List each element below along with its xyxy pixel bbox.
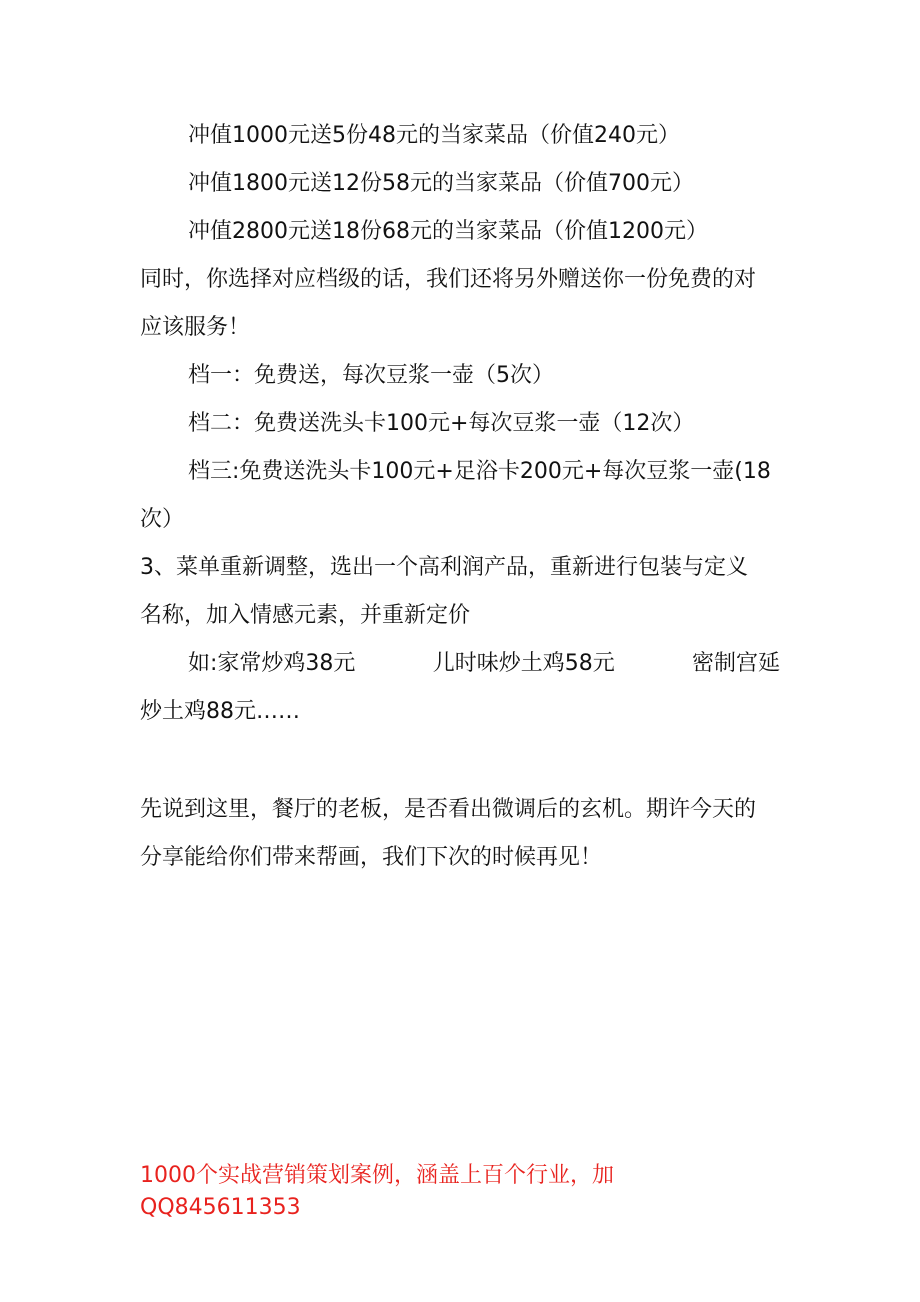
offer-line-1: 冲值1000元送5份48元的当家菜品（价值240元） <box>188 123 680 148</box>
tier-line-3-continuation: 次） <box>140 507 185 532</box>
tier-line-3: 档三:免费送洗头卡100元+足浴卡200元+每次豆浆一壶(18 <box>188 459 771 484</box>
intro-line-2: 应该服务！ <box>140 315 251 340</box>
offer-line-3: 冲值2800元送18份68元的当家菜品（价值1200元） <box>188 219 708 244</box>
tier-line-1: 档一：免费送，每次豆浆一壶（5次） <box>188 363 554 388</box>
tier-line-2: 档二：免费送洗头卡100元+每次豆浆一壶（12次） <box>188 411 695 436</box>
closing-line-2: 分享能给你们带来帮画，我们下次的时候再见！ <box>140 845 603 870</box>
point-3-line-1: 3、菜单重新调整，选出一个高利润产品，重新进行包装与定义 <box>140 555 748 580</box>
example-row <box>188 649 780 679</box>
closing-line-1: 先说到这里，餐厅的老板，是否看出微调后的玄机。期许今天的 <box>140 797 757 822</box>
ad-line-1: 1000个实战营销策划案例，涵盖上百个行业，加 <box>140 1163 614 1188</box>
example-item-1: 如:家常炒鸡38元 <box>188 651 356 676</box>
example-item-3: 密制宫延 <box>691 651 780 676</box>
point-3-line-2: 名称，加入情感元素，并重新定价 <box>140 603 471 628</box>
example-item-2: 儿时味炒土鸡58元 <box>432 651 615 676</box>
offer-line-2: 冲值1800元送12份58元的当家菜品（价值700元） <box>188 171 694 196</box>
example-continuation: 炒土鸡88元…… <box>140 699 300 724</box>
intro-line-1: 同时，你选择对应档级的话，我们还将另外赠送你一份免费的对 <box>140 267 757 292</box>
ad-line-2: QQ845611353 <box>140 1195 301 1220</box>
